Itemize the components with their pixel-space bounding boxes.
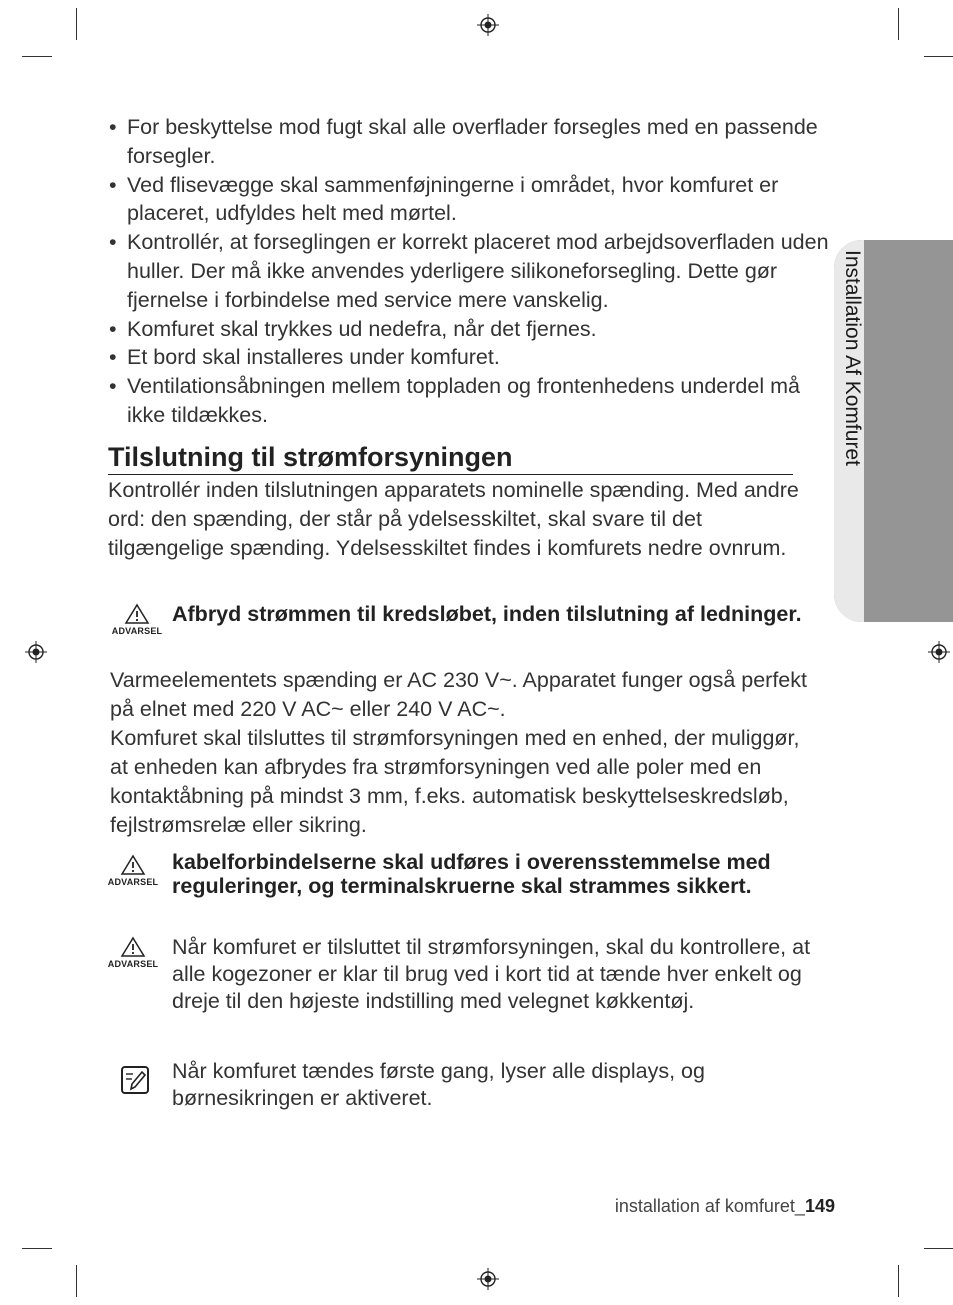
warning-block-icon xyxy=(103,854,163,894)
list-item: • Ved flisevægge skal sammenføjningerne i området, hvor komfuret er placeret, udfyldes helt med mørtel. xyxy=(108,171,838,229)
crop-mark xyxy=(76,8,77,40)
registration-mark-icon xyxy=(25,641,47,663)
crop-mark xyxy=(22,56,52,57)
chapter-tab-label: Installation Af Komfuret xyxy=(841,250,864,466)
warning-triangle-icon xyxy=(124,603,150,625)
warning-block-icon xyxy=(107,603,167,643)
page-number: 149 xyxy=(804,1196,835,1216)
crop-mark xyxy=(898,1265,899,1297)
note-text: Når komfuret tændes første gang, lyser alle displays, og børnesikringen er aktiveret. xyxy=(172,1059,705,1110)
warning-text: Afbryd strømmen til kredsløbet, inden tilslutning af ledninger. xyxy=(172,602,802,626)
crop-mark xyxy=(924,56,953,57)
body-paragraph: Komfuret skal tilsluttes til strømforsyningen med en enhed, der muliggør, at enheden kan afbrydes fra strømforsyningen ved alle poler med en kontaktåbning på mindst 3 mm, f.eks. automatisk beskyttelseskredsløb, fejlstrømsrelæ eller sikring. xyxy=(110,726,800,837)
list-item: • Ventilationsåbningen mellem toppladen og frontenhedens underdel må ikke tildækkes. xyxy=(108,372,838,430)
section-heading: Tilslutning til strømforsyningen xyxy=(108,440,793,475)
warning-block-icon xyxy=(103,936,163,976)
footer-text: installation af komfuret_ xyxy=(614,1196,805,1216)
crop-mark xyxy=(924,1248,953,1249)
registration-mark-icon xyxy=(928,641,950,663)
crop-mark xyxy=(898,8,899,40)
list-item: • For beskyttelse mod fugt skal alle overflader forsegles med en passende forsegler. xyxy=(108,113,838,171)
warning-text: Når komfuret er tilsluttet til strømforsyningen, skal du kontrollere, at alle kogezoner er klar til brug ved i kort tid at tænde hver enkelt og dreje til den højeste indstilling med velegnet køkkentøj. xyxy=(172,935,811,1013)
list-item: • Et bord skal installeres under komfuret. xyxy=(108,343,838,372)
warning-label: ADVARSEL xyxy=(107,877,159,887)
crop-mark xyxy=(22,1248,52,1249)
crop-mark xyxy=(76,1265,77,1297)
warning-triangle-icon xyxy=(120,854,146,876)
installation-bullet-list xyxy=(108,113,838,430)
warning-label: ADVARSEL xyxy=(107,959,159,969)
warning-triangle-icon xyxy=(120,936,146,958)
body-paragraph: Varmeelementets spænding er AC 230 V~. Apparatet funger også perfekt på elnet med 220 V AC~ eller 240 V AC~. xyxy=(110,668,807,721)
list-item: • Komfuret skal trykkes ud nedefra, når det fjernes. xyxy=(108,315,838,344)
intro-paragraph: Kontrollér inden tilslutningen apparatets nominelle spænding. Med andre ord: den spænding, der står på ydelsesskiltet, skal svare til det tilgængelige spænding. Ydelsesskiltet findes i komfurets nedre ovnrum. xyxy=(108,478,799,560)
warning-text: kabelforbindelserne skal udføres i overensstemmelse med reguleringer, og terminalskruerne skal strammes sikkert. xyxy=(172,850,771,898)
note-pencil-icon xyxy=(119,1064,151,1096)
list-item: • Kontrollér, at forseglingen er korrekt placeret mod arbejdsoverfladen uden huller. Der må ikke anvendes yderligere silikoneforsegling. Dette gør fjernelse i forbindelse med service mere vanskelig. xyxy=(108,228,838,314)
page-footer xyxy=(560,1196,835,1217)
registration-mark-icon xyxy=(477,1268,499,1290)
warning-label: ADVARSEL xyxy=(111,626,163,636)
registration-mark-icon xyxy=(477,14,499,36)
